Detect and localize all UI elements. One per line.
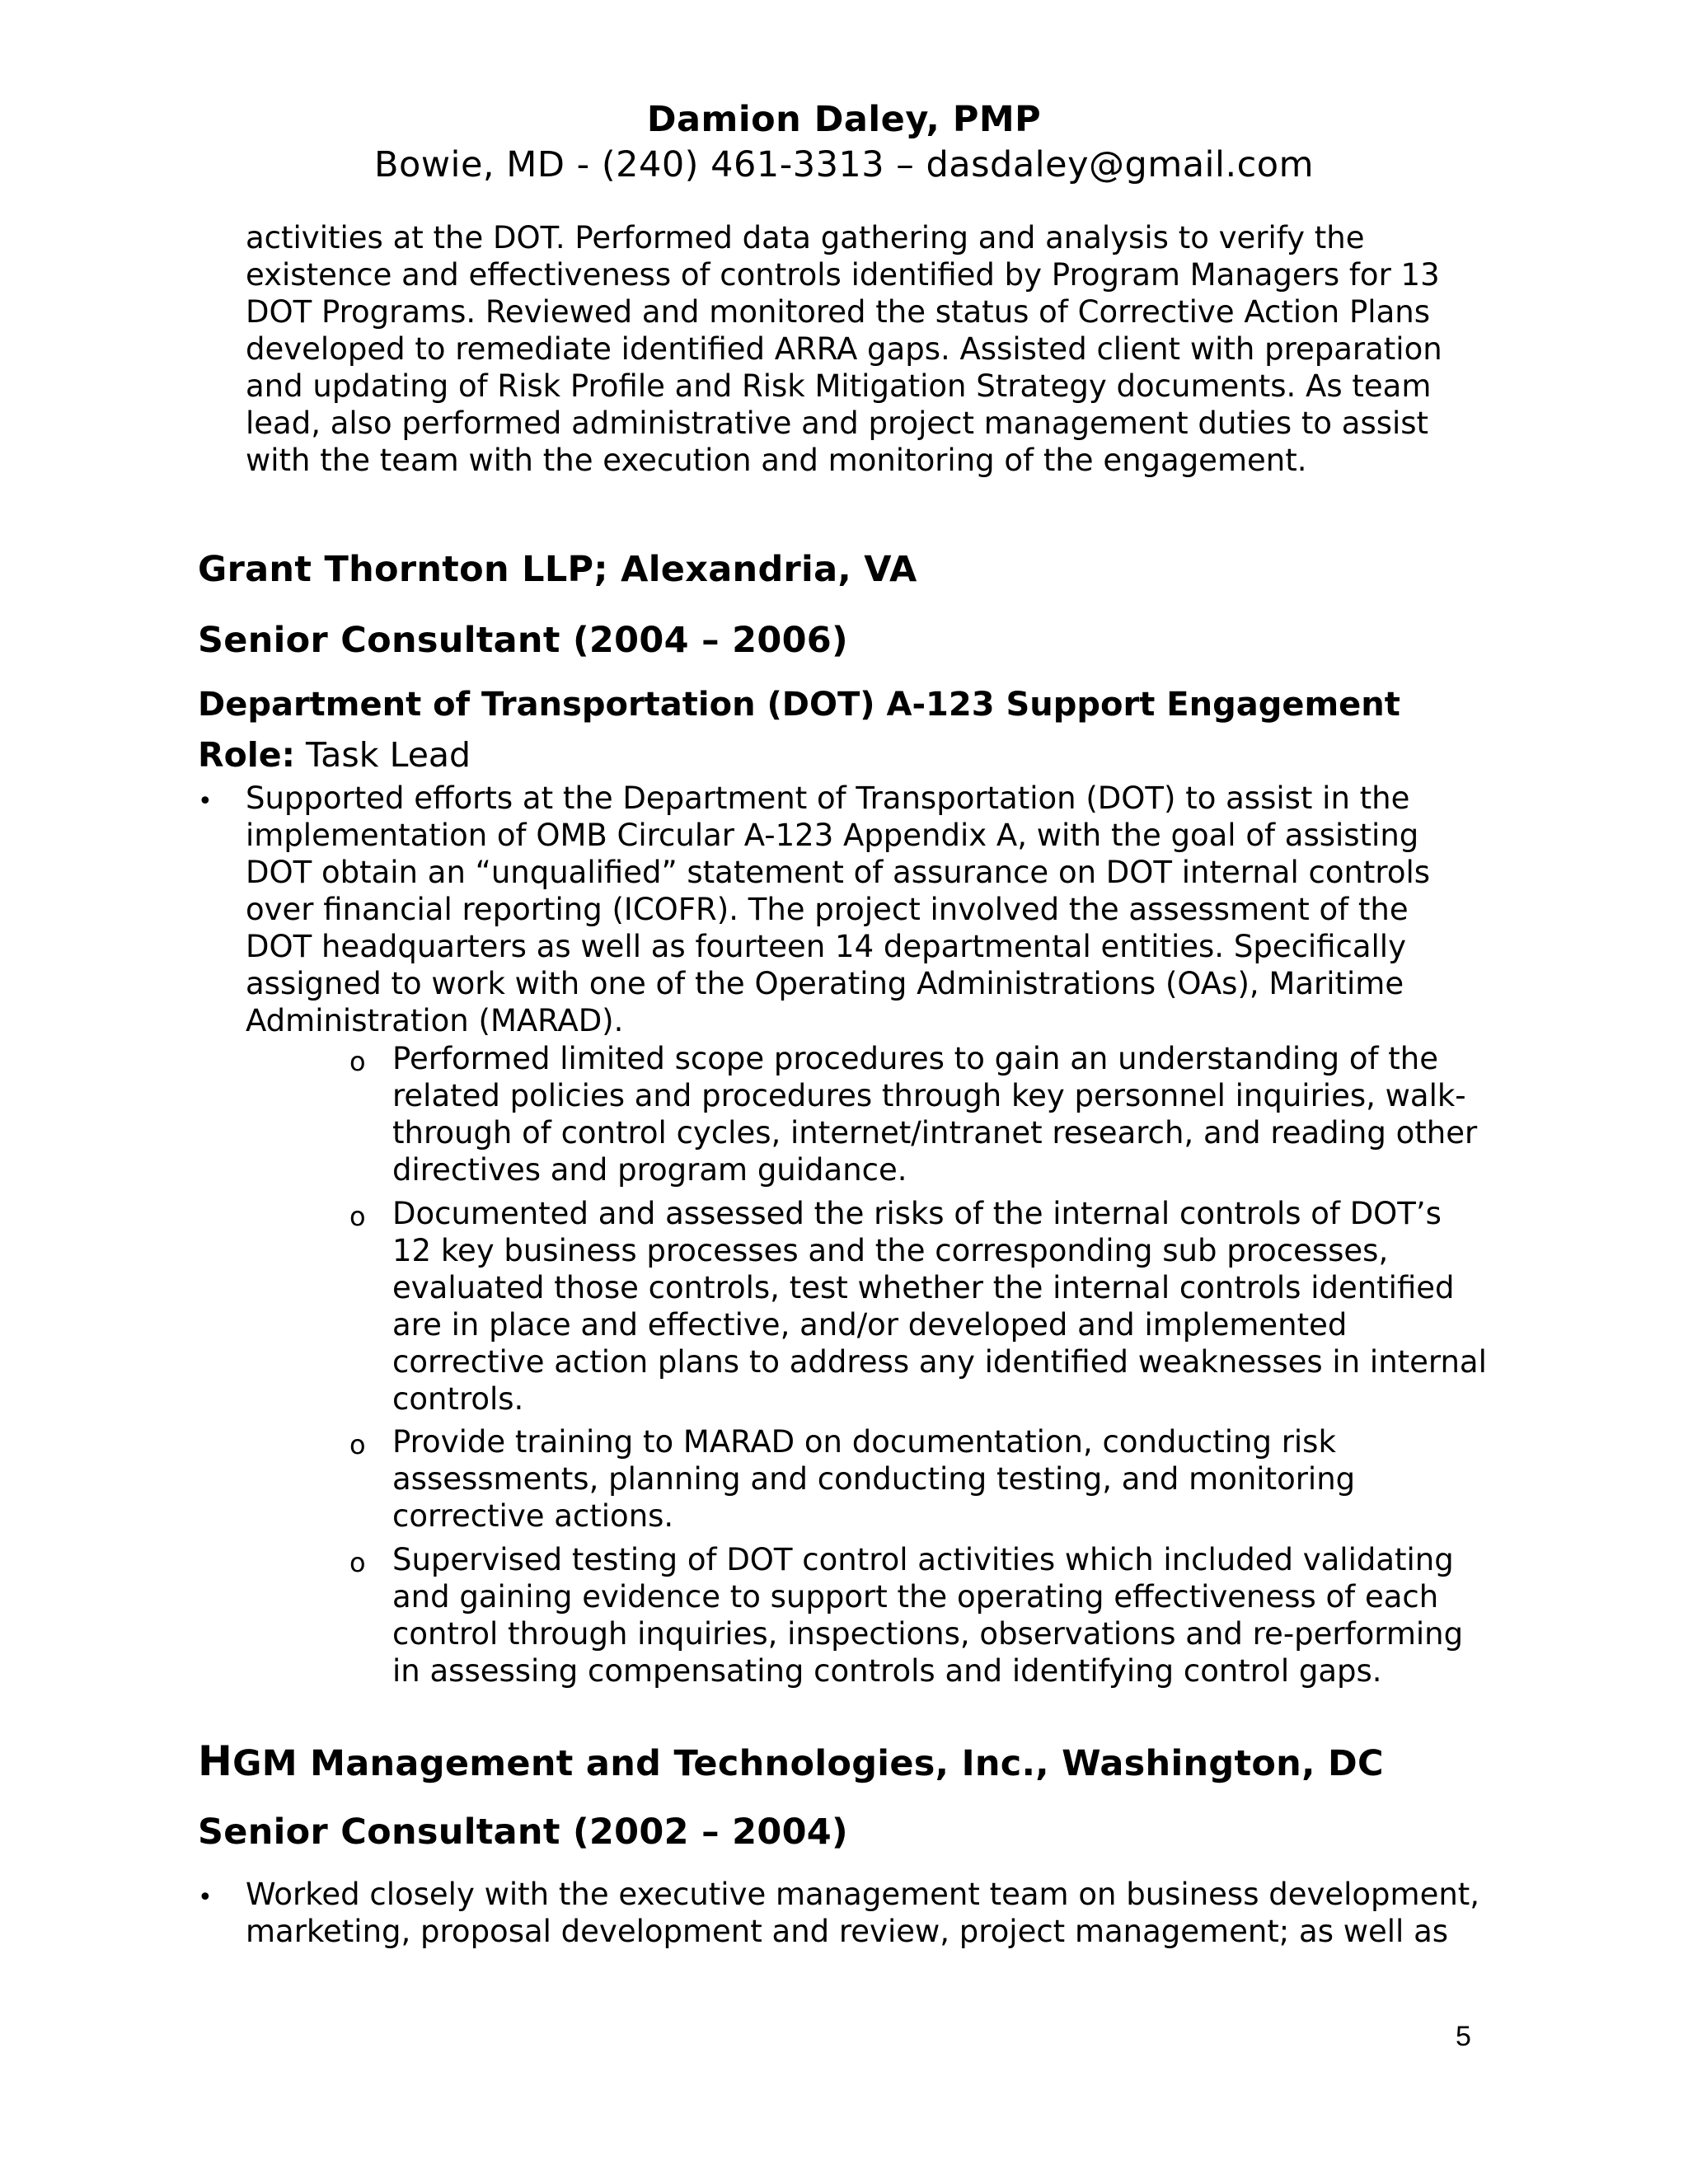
contact-line: Bowie, MD - (240) 461-3313 – dasdaley@gmail.com xyxy=(374,144,1314,185)
sub-bullet-text xyxy=(392,1423,1355,1535)
engagement-heading: Department of Transportation (DOT) A-123 Support Engagement xyxy=(198,686,1400,724)
bullet-line: DOT headquarters as well as fourteen 14 departmental entities. Specifically xyxy=(246,929,1406,964)
bullet-line: over financial reporting (ICOFR). The project involved the assessment of the xyxy=(246,892,1409,927)
company-heading-hgm xyxy=(198,1739,1384,1786)
sub-bullet-symbol: o xyxy=(349,1201,366,1232)
bullet-symbol: • xyxy=(198,1883,213,1912)
company-initial: H xyxy=(198,1737,233,1785)
sub-bullet-line: assessments, planning and conducting testing, and monitoring xyxy=(392,1461,1356,1497)
sub-bullet-line: Provide training to MARAD on documentation, conducting risk xyxy=(392,1424,1336,1460)
paragraph-line: and updating of Risk Profile and Risk Mitigation Strategy documents. As team xyxy=(246,368,1432,404)
resume-name: Damion Daley, PMP xyxy=(646,99,1042,140)
paragraph-line: with the team with the execution and monitoring of the engagement. xyxy=(246,443,1307,478)
bullet-line: implementation of OMB Circular A-123 Appendix A, with the goal of assisting xyxy=(246,818,1419,853)
bullet-line: Supported efforts at the Department of Transportation (DOT) to assist in the xyxy=(246,780,1410,816)
paragraph-line: developed to remediate identified ARRA gaps. Assisted client with preparation xyxy=(246,331,1442,367)
bullet-line: marketing, proposal development and review, project management; as well as xyxy=(246,1914,1449,1949)
sub-bullet-line: 12 key business processes and the corresponding sub processes, xyxy=(392,1233,1389,1268)
bullet-line: assigned to work with one of the Operating Administrations (OAs), Maritime xyxy=(246,966,1404,1001)
job-title-hgm: Senior Consultant (2002 – 2004) xyxy=(198,1811,848,1853)
sub-bullet-line: corrective actions. xyxy=(392,1498,674,1534)
paragraph-line: existence and effectiveness of controls identified by Program Managers for 13 xyxy=(246,257,1440,293)
company-name-rest: GM Management and Technologies, Inc., Washington, DC xyxy=(232,1743,1384,1784)
role-value: Task Lead xyxy=(306,735,471,775)
sub-bullet-text xyxy=(392,1541,1463,1690)
paragraph-line: DOT Programs. Reviewed and monitored the status of Corrective Action Plans xyxy=(246,294,1430,330)
paragraph-line: activities at the DOT. Performed data gathering and analysis to verify the xyxy=(246,220,1365,255)
company-heading-grant-thornton: Grant Thornton LLP; Alexandria, VA xyxy=(198,549,917,590)
sub-bullet-line: directives and program guidance. xyxy=(392,1152,907,1188)
hgm-bullet-text xyxy=(246,1876,1479,1950)
sub-bullet-line: control through inquiries, inspections, observations and re-performing xyxy=(392,1616,1464,1652)
bullet-symbol: • xyxy=(198,787,213,816)
sub-bullet-symbol: o xyxy=(349,1547,366,1578)
paragraph-line: lead, also performed administrative and project management duties to assist xyxy=(246,405,1429,441)
page-number: 5 xyxy=(1456,2021,1471,2052)
sub-bullet-line: Supervised testing of DOT control activities which included validating xyxy=(392,1542,1454,1577)
sub-bullet-line: corrective action plans to address any identified weaknesses in internal xyxy=(392,1344,1487,1380)
sub-bullet-symbol: o xyxy=(349,1046,366,1077)
role-label: Role: xyxy=(198,735,295,775)
sub-bullet-line: and gaining evidence to support the operating effectiveness of each xyxy=(392,1579,1439,1615)
sub-bullet-line: controls. xyxy=(392,1381,524,1417)
sub-bullet-line: are in place and effective, and/or developed and implemented xyxy=(392,1307,1348,1343)
sub-bullet-line: Documented and assessed the risks of the internal controls of DOT’s xyxy=(392,1196,1442,1231)
main-bullet-text xyxy=(246,780,1430,1039)
job-title-grant-thornton: Senior Consultant (2004 – 2006) xyxy=(198,620,848,661)
sub-bullet-text xyxy=(392,1195,1487,1418)
sub-bullet-symbol: o xyxy=(349,1429,366,1460)
sub-bullet-line: Performed limited scope procedures to gain an understanding of the xyxy=(392,1041,1439,1076)
role-line xyxy=(198,734,471,776)
sub-bullet-text xyxy=(392,1040,1477,1188)
bullet-line: DOT obtain an “unqualified” statement of assurance on DOT internal controls xyxy=(246,855,1431,890)
sub-bullet-line: in assessing compensating controls and identifying control gaps. xyxy=(392,1653,1382,1689)
bullet-line: Administration (MARAD). xyxy=(246,1003,624,1038)
continuation-paragraph xyxy=(246,219,1442,479)
sub-bullet-line: through of control cycles, internet/intranet research, and reading other xyxy=(392,1115,1478,1151)
sub-bullet-line: evaluated those controls, test whether the internal controls identified xyxy=(392,1270,1455,1305)
bullet-line: Worked closely with the executive management team on business development, xyxy=(246,1877,1480,1912)
sub-bullet-line: related policies and procedures through key personnel inquiries, walk- xyxy=(392,1078,1466,1113)
